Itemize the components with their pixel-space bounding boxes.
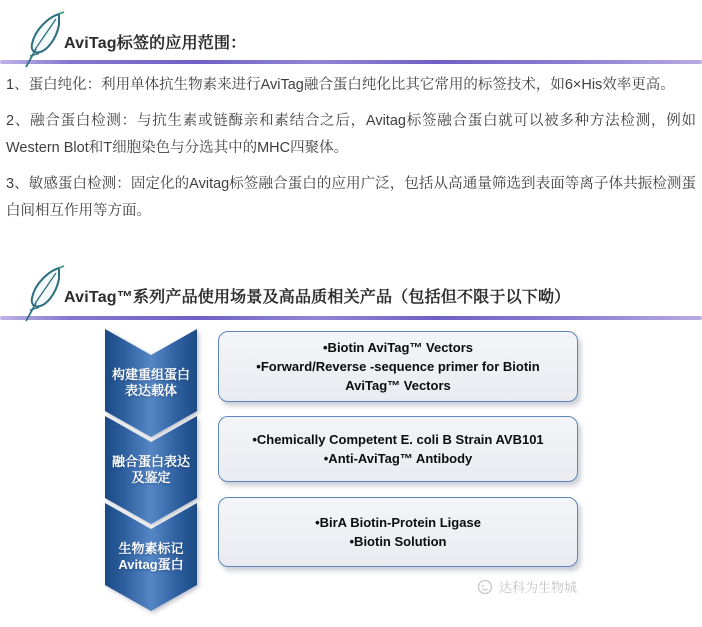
chevron-label-line: 融合蛋白表达 — [111, 454, 190, 469]
product-item: •Biotin AviTag™ Vectors — [323, 340, 473, 355]
feather-quill-icon — [22, 11, 68, 69]
product-item: •BirA Biotin-Protein Ligase — [315, 515, 481, 530]
chevron-label-line: 表达载体 — [124, 383, 177, 398]
section1-divider-line — [0, 60, 702, 64]
feather-quill-icon — [22, 265, 68, 323]
product-item: •Anti-AviTag™ Antibody — [323, 451, 473, 466]
paragraph-fusion-protein-detection: 2、融合蛋白检测：与抗生素或链酶亲和素结合之后，Avitag标签融合蛋白就可以被多种方法检测，例如Western Blot和T细胞染色与分选其中的MHC四聚体。 — [6, 112, 696, 156]
chevron-label-line: 构建重组蛋白 — [111, 367, 190, 382]
section1-title: AviTag标签的应用范围： — [64, 35, 247, 52]
section2-divider-line — [0, 316, 702, 320]
product-box-labeling — [218, 497, 578, 567]
product-item: •Forward/Reverse -sequence primer for Biotin AviTag™ Vectors — [256, 359, 540, 393]
chevron-label-line: 生物素标记 — [118, 541, 184, 556]
product-box-expression — [218, 416, 578, 482]
paragraph-protein-purification: 1、蛋白纯化：利用单体抗生物素来进行AviTag融合蛋白纯化比其它常用的标签技术，如6×His效率更高。 — [6, 77, 675, 93]
section2-title: AviTag™系列产品使用场景及高品质相关产品（包括但不限于以下呦） — [64, 289, 571, 306]
product-item: •Biotin Solution — [349, 534, 447, 549]
paragraph-sensitive-protein-detection: 3、敏感蛋白检测：固定化的Avitag标签融合蛋白的应用广泛，包括从高通量筛选到表面等离子体共振检测蛋白间相互作用等方面。 — [6, 175, 696, 219]
product-box-vectors — [218, 331, 578, 402]
product-item: •Chemically Competent E. coli B Strain AVB101 — [252, 432, 544, 447]
chevron-label-line: 及鉴定 — [131, 470, 171, 485]
watermark-text: 达科为生物城 — [499, 580, 578, 595]
application-paragraphs — [6, 72, 696, 234]
chevron-label-expression-identification — [98, 454, 204, 486]
watermark — [477, 577, 577, 596]
watermark-logo-icon — [477, 579, 493, 595]
chevron-label-line: Avitag蛋白 — [118, 557, 184, 572]
chevron-label-vector-construction — [98, 367, 204, 399]
chevron-label-biotin-labeling — [98, 541, 204, 573]
